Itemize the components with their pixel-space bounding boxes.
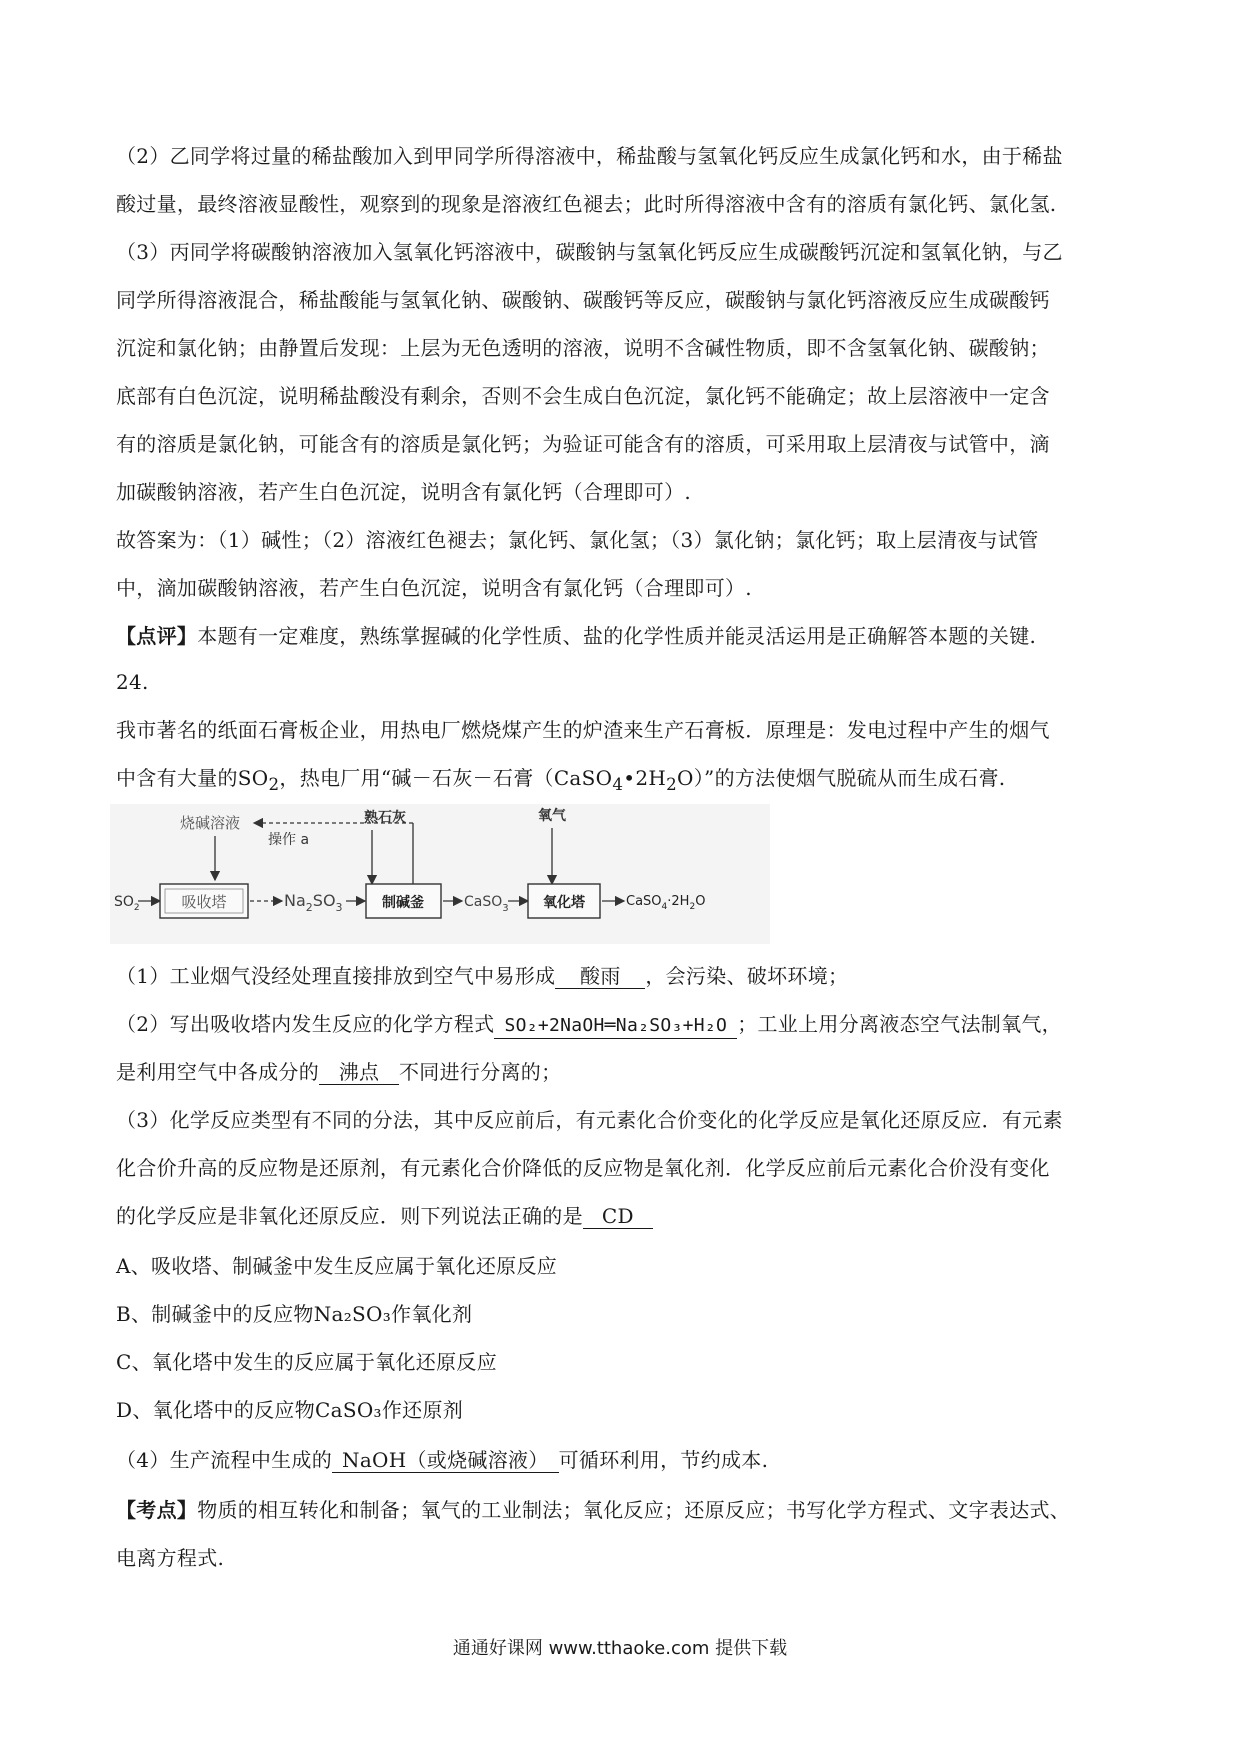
option-c: C、氧化塔中发生的反应属于氧化还原反应: [116, 1350, 498, 1374]
oxygen-label: 氧气: [538, 808, 566, 824]
page-footer: 通通好课网 www.tthaoke.com 提供下载: [452, 1638, 788, 1659]
question-stem-line1: 我市著名的纸面石膏板企业，用热电厂燃烧煤产生的炉渣来生产石膏板．原理是：发电过程中产生的烟气: [116, 718, 1050, 742]
answer-summary-line2: 中，滴加碳酸钠溶液，若产生白色沉淀，说明含有氯化钙（合理即可）.: [116, 576, 752, 600]
solution-part3-line2: 同学所得溶液混合，稀盐酸能与氢氧化钠、碳酸钠、碳酸钙等反应，碳酸钠与氯化钙溶液反应生成碳酸钙: [116, 288, 1050, 312]
product-label: $CaSO_4\cdot 2H_2O$: [626, 894, 706, 912]
answer-blank-4: CD: [583, 1204, 653, 1229]
comment-text: 本题有一定难度，熟练掌握碱的化学性质、盐的化学性质并能灵活运用是正确解答本题的关键.: [197, 624, 1037, 648]
part4-line: （4）生产流程中生成的 NaOH（或烧碱溶液） 可循环利用，节约成本.: [116, 1448, 769, 1472]
solution-part3-line3: 沉淀和氯化钠；由静置后发现：上层为无色透明的溶液，说明不含碱性物质，即不含氢氧化钠、碳酸钠；: [116, 336, 1050, 360]
solution-part3-line1: （3）丙同学将碳酸钠溶液加入氢氧化钙溶液中，碳酸钠与氢氧化钙反应生成碳酸钙沉淀和氢氧化钠，与乙: [116, 240, 1063, 264]
so2-label: $SO_2$: [114, 894, 140, 913]
part3-line1: （3）化学反应类型有不同的分法，其中反应前后，有元素化合价变化的化学反应是氧化还原反应．有元素: [116, 1108, 1063, 1132]
option-b: B、制碱釜中的反应物Na₂SO₃作氧化剂: [116, 1302, 473, 1326]
operation-a-label: 操作 a: [268, 832, 310, 848]
process-flow-diagram: [110, 804, 770, 944]
question-number: 24.: [116, 670, 149, 694]
solution-part2-line2: 酸过量，最终溶液显酸性，观察到的现象是溶液红色褪去；此时所得溶液中含有的溶质有氯化钙、氯化氢.: [116, 192, 1057, 216]
solution-part2-line1: （2）乙同学将过量的稀盐酸加入到甲同学所得溶液中，稀盐酸与氢氧化钙反应生成氯化钙和水，由于稀盐: [116, 144, 1063, 168]
option-d: D、氧化塔中的反应物CaSO₃作还原剂: [116, 1398, 464, 1422]
kaodian-line2: 电离方程式.: [116, 1546, 225, 1570]
part1-line: （1）工业烟气没经处理直接排放到空气中易形成 酸雨 ，会污染、破坏环境；: [116, 964, 849, 988]
comment-tag: 【点评】: [116, 624, 198, 648]
caustic-kettle-label: 制碱釜: [382, 895, 424, 911]
part2-line1: （2）写出吸收塔内发生反应的化学方程式 SO₂+2NaOH═Na₂SO₃+H₂O ；工业上用分离液态空气法制氧气，: [116, 1010, 1126, 1039]
absorption-tower-label: 吸收塔: [181, 893, 227, 911]
answer-blank-2: SO₂+2NaOH═Na₂SO₃+H₂O: [494, 1014, 737, 1039]
solution-part3-line5: 有的溶质是氯化钠，可能含有的溶质是氯化钙；为验证可能含有的溶质，可采用取上层清夜与试管中，滴: [116, 432, 1050, 456]
answer-blank-5: NaOH（或烧碱溶液）: [332, 1448, 559, 1473]
caso3-label: CaSO$_3$: [464, 894, 509, 914]
naoh-solution-label: 烧碱溶液: [180, 814, 241, 832]
comment-paragraph: [116, 622, 1126, 650]
part3-line3: 的化学反应是非氧化还原反应．则下列说法正确的是 CD: [116, 1202, 1126, 1230]
na2so3-label: $Na_2SO_3$: [284, 891, 343, 914]
solution-part3-line4: 底部有白色沉淀，说明稀盐酸没有剩余，否则不会生成白色沉淀，氯化钙不能确定；故上层溶液中一定含: [116, 384, 1050, 408]
question-stem-line2: 中含有大量的$SO_2$，热电厂用“碱－石灰－石膏$(CaSO_4•2H_2O)$”的方法使烟气脱硫从而生成石膏.: [116, 766, 1006, 794]
slaked-lime-label: 熟石灰: [364, 810, 406, 826]
answer-summary-line1: 故答案为：（1）碱性；（2）溶液红色褪去；氯化钙、氯化氢；（3）氯化钠；氯化钙；取上层清夜与试管: [116, 528, 1039, 552]
solution-part3-line6: 加碳酸钠溶液，若产生白色沉淀，说明含有氯化钙（合理即可）.: [116, 480, 692, 504]
part3-line2: 化合价升高的反应物是还原剂，有元素化合价降低的反应物是氧化剂．化学反应前后元素化合价没有变化: [116, 1156, 1050, 1180]
part2-line2: 是利用空气中各成分的 沸点 不同进行分离的；: [116, 1060, 562, 1084]
oxidation-tower-label: 氧化塔: [543, 895, 585, 911]
kaodian-line1: 【考点】物质的相互转化和制备；氧气的工业制法；氧化反应；还原反应；书写化学方程式、文字表达式、: [116, 1498, 1071, 1522]
answer-blank-3: 沸点: [319, 1060, 399, 1085]
kaodian-tag: 【考点】: [116, 1498, 198, 1522]
option-a: A、吸收塔、制碱釜中发生反应属于氧化还原反应: [116, 1254, 558, 1278]
answer-blank-1: 酸雨: [555, 964, 645, 989]
